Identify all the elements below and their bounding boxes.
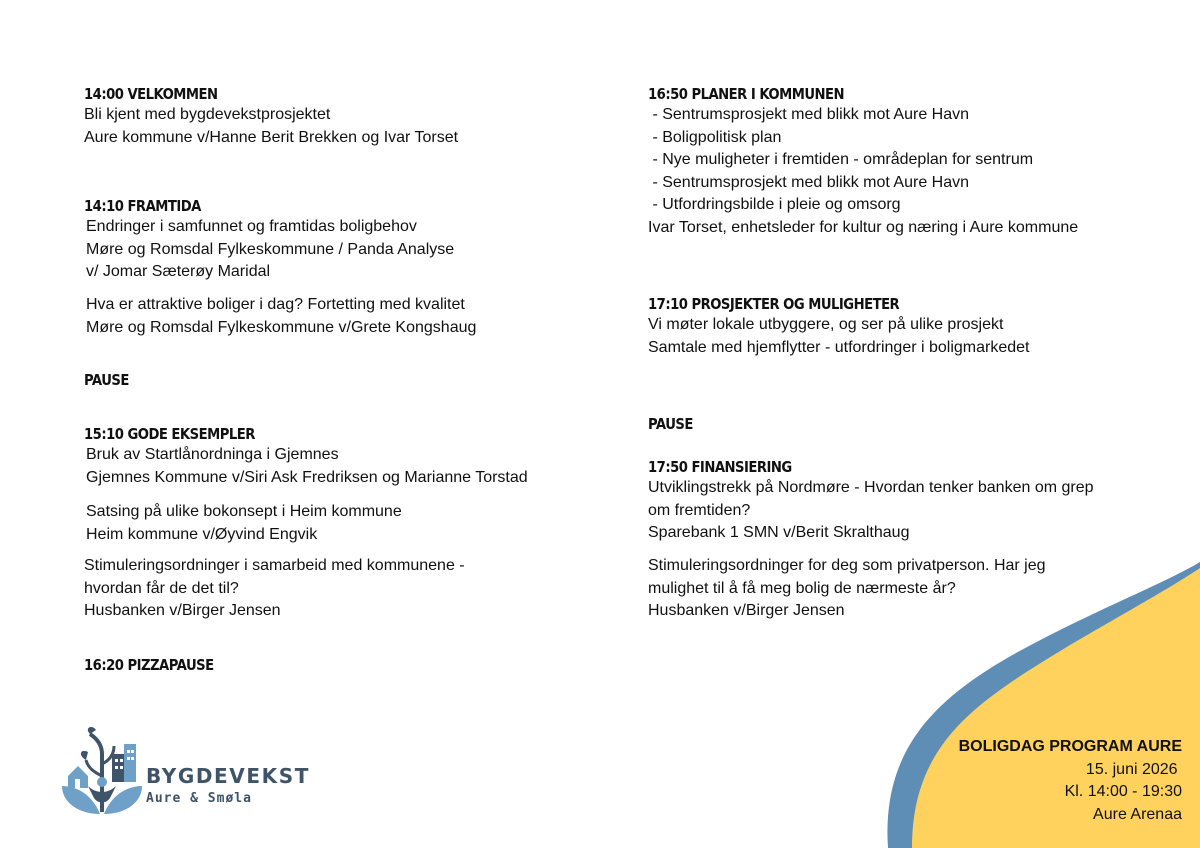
section-line: Sparebank 1 SMN v/Berit Skralthaug: [648, 524, 910, 541]
section-speaker: Ivar Torset, enhetsleder for kultur og næring i Aure kommune: [648, 218, 1079, 236]
section-pizzapause: [84, 655, 231, 675]
logo-subtitle: Aure & Smøla: [146, 791, 252, 806]
section-heading: 16:50 PLANER I KOMMUNEN: [648, 85, 845, 103]
section-framtida-talk-2: [84, 294, 476, 339]
section-line: Bli kjent med bygdevekstprosjektet: [84, 106, 331, 123]
section-heading: 16:20 PIZZAPAUSE: [84, 656, 214, 674]
section-heading: 14:00 VELKOMMEN: [84, 85, 218, 103]
section-gode-eksempler: [84, 424, 528, 489]
section-heim: [84, 501, 402, 546]
section-line: Samtale med hjemflytter - utfordringer i boligmarkedet: [648, 338, 1030, 356]
section-heading: PAUSE: [648, 415, 693, 433]
section-husbanken: [84, 555, 465, 623]
section-line: Husbanken v/Birger Jensen: [84, 602, 281, 619]
section-line: om fremtiden?: [648, 501, 751, 519]
event-venue: Aure Arenaa: [1093, 805, 1182, 823]
bullet-item: - Boligpolitisk plan: [648, 128, 782, 146]
section-heading: 17:10 PROSJEKTER OG MULIGHETER: [648, 295, 900, 313]
section-heading: PAUSE: [84, 371, 129, 389]
section-line: mulighet til å få meg bolig de nærmeste år?: [648, 579, 956, 597]
tree-icon: [60, 724, 144, 816]
logo-name: BYGDEVEKST: [146, 764, 310, 788]
event-time: Kl. 14:00 - 19:30: [1064, 783, 1182, 800]
section-line: Møre og Romsdal Fylkeskommune v/Grete Kongshaug: [86, 318, 477, 336]
section-line: Aure kommune v/Hanne Berit Brekken og Ivar Torset: [84, 128, 459, 146]
section-line: v/ Jomar Sæterøy Maridal: [86, 263, 271, 280]
event-title: BOLIGDAG PROGRAM AURE: [958, 738, 1182, 755]
section-planer: [648, 84, 1078, 239]
section-line: Vi møter lokale utbyggere, og ser på ulike prosjekt: [648, 316, 1004, 333]
bullet-item: - Utfordringsbilde i pleie og omsorg: [648, 196, 901, 213]
section-framtida: [84, 196, 454, 284]
section-line: Møre og Romsdal Fylkeskommune / Panda Analyse: [86, 240, 455, 258]
bullet-item: - Nye muligheter i fremtiden - områdeplan for sentrum: [648, 151, 1034, 168]
section-heading: 15:10 GODE EKSEMPLER: [84, 425, 255, 443]
section-line: Stimuleringsordninger for deg som privatperson. Har jeg: [648, 557, 1046, 574]
pause-label: [648, 414, 699, 434]
section-velkommen: [84, 84, 458, 149]
section-line: Husbanken v/Birger Jensen: [648, 602, 845, 619]
bullet-item: - Sentrumsprosjekt med blikk mot Aure Havn: [648, 173, 970, 191]
bygdevekst-logo: [60, 724, 320, 816]
section-line: Satsing på ulike bokonsept i Heim kommune: [86, 503, 402, 520]
section-line: Stimuleringsordninger i samarbeid med kommunene -: [84, 557, 465, 574]
section-finansiering: [648, 457, 1094, 545]
event-info: [959, 736, 1182, 826]
section-line: Hva er attraktive boliger i dag? Fortetting med kvalitet: [86, 296, 465, 313]
section-line: Heim kommune v/Øyvind Engvik: [86, 525, 318, 543]
bullet-item: - Sentrumsprosjekt med blikk mot Aure Havn: [648, 106, 970, 123]
section-privatperson: [648, 555, 1046, 623]
section-line: Utviklingstrekk på Nordmøre - Hvordan tenker banken om grep: [648, 479, 1094, 496]
section-heading: 17:50 FINANSIERING: [648, 458, 792, 476]
section-heading: 14:10 FRAMTIDA: [84, 197, 201, 215]
section-line: Gjemnes Kommune v/Siri Ask Fredriksen og Marianne Torstad: [86, 468, 528, 486]
pause-label: [84, 370, 135, 390]
section-line: Endringer i samfunnet og framtidas boligbehov: [86, 218, 417, 235]
section-line: Bruk av Startlånordninga i Gjemnes: [86, 446, 339, 463]
event-date: 15. juni 2026: [1085, 760, 1182, 778]
section-line: hvordan får de det til?: [84, 579, 239, 597]
section-prosjekter: [648, 294, 1030, 359]
